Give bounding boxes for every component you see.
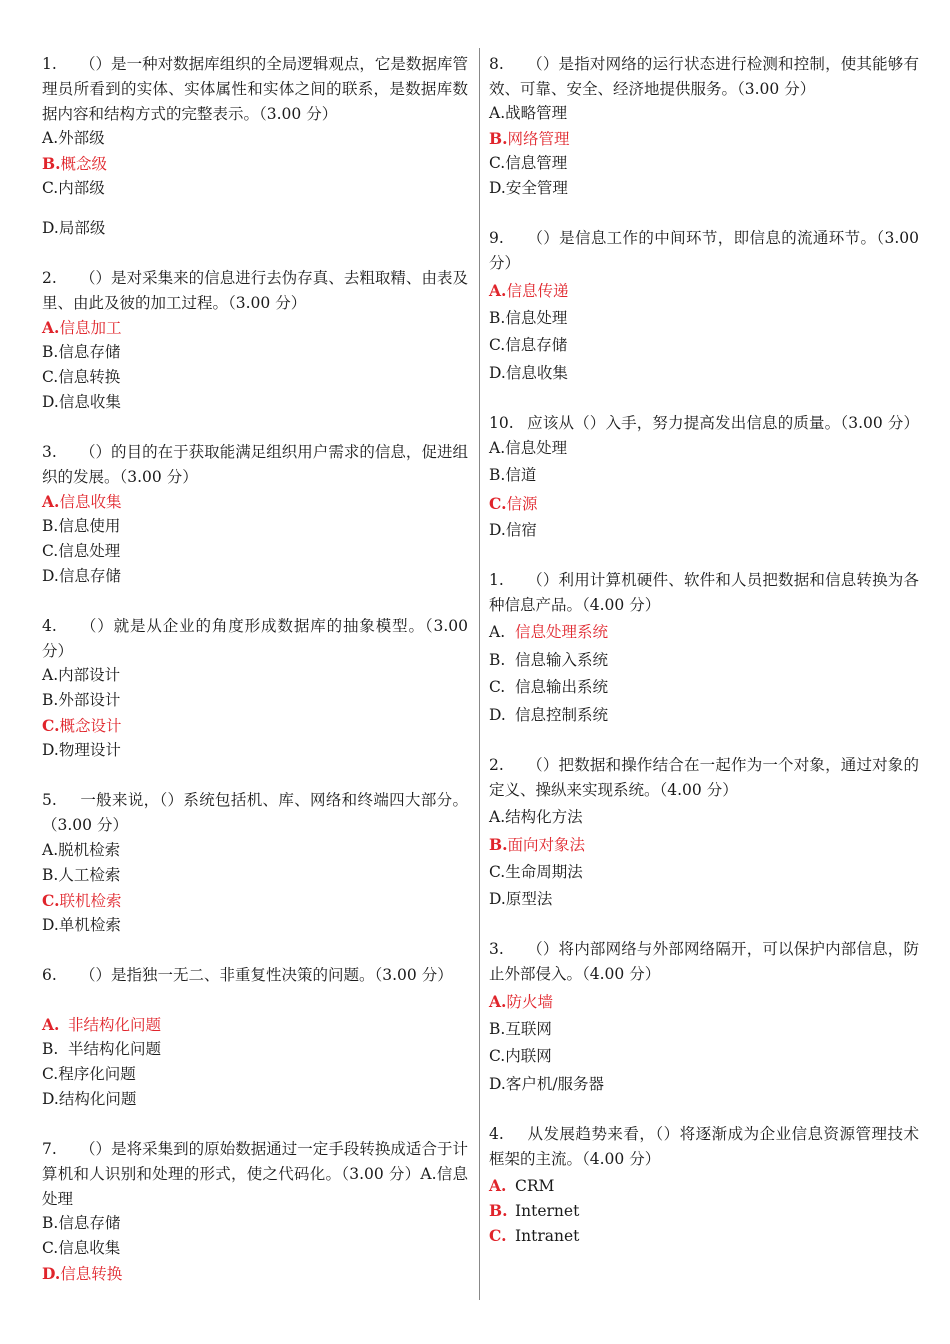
option-text: 信息加工	[59, 319, 122, 337]
option-text: 内部级	[58, 179, 105, 197]
answer-option	[42, 1087, 136, 1112]
question-text: （）把数据和操作结合在一起作为一个对象，通过对象的定义、操纵来实现系统。（4.00 分）	[489, 756, 919, 799]
option-text: 外部设计	[58, 691, 121, 709]
question-text: （）是对采集来的信息进行去伪存真、去粗取精、由表及里、由此及彼的加工过程。（3.00 分）	[42, 269, 468, 312]
option-letter: D.	[489, 1075, 506, 1093]
option-text: 物理设计	[58, 741, 121, 759]
answer-option	[42, 176, 105, 201]
question-text: （）利用计算机硬件、软件和人员把数据和信息转换为各种信息产品。（4.00 分）	[489, 571, 919, 614]
answer-option-correct	[42, 713, 121, 738]
question-left-4	[42, 614, 468, 664]
answer-option	[489, 675, 608, 700]
option-text: 信宿	[505, 521, 537, 539]
option-text: 客户机/服务器	[505, 1075, 605, 1093]
option-text: 程序化问题	[58, 1065, 136, 1083]
question-number: 9.	[489, 229, 504, 247]
question-number: 2.	[489, 756, 504, 774]
question-number: 4.	[489, 1125, 504, 1143]
option-letter: B.	[489, 1201, 508, 1220]
option-text: 信息收集	[58, 1239, 121, 1257]
option-text: 非结构化问题	[68, 1016, 162, 1034]
option-text: 信息收集	[59, 493, 122, 511]
answer-option-correct	[42, 1012, 161, 1037]
answer-option	[42, 1037, 161, 1062]
question-text: （）是一种对数据库组织的全局逻辑观点，它是数据库管理员所看到的实体、实体属性和实体之间的联系，是数据库数据内容和结构方式的完整表示。（3.00 分）	[42, 55, 468, 123]
option-letter: D.	[42, 1090, 59, 1108]
option-text: 生命周期法	[505, 863, 583, 881]
option-letter: C.	[489, 154, 506, 172]
option-letter: A.	[42, 841, 59, 859]
option-text: 信息收集	[505, 364, 568, 382]
option-letter: C.	[42, 542, 59, 560]
question-stem	[489, 753, 919, 803]
answer-option	[489, 463, 536, 488]
option-text: 信息处理系统	[515, 623, 609, 641]
question-left-3	[42, 440, 468, 490]
question-left-6	[42, 963, 468, 988]
option-text: 概念设计	[59, 717, 122, 735]
question-stem	[489, 226, 919, 276]
option-text: 结构化问题	[58, 1090, 137, 1108]
option-letter: D.	[489, 706, 506, 724]
option-text: 信息管理	[505, 154, 568, 172]
option-text: 信道	[505, 466, 537, 484]
question-number: 6.	[42, 966, 57, 984]
question-right-4	[489, 568, 919, 618]
option-text: 战略管理	[505, 104, 568, 122]
question-left-1	[42, 52, 468, 127]
question-text: 一般来说，（）系统包括机、库、网络和终端四大部分。（3.00 分）	[42, 791, 468, 834]
option-text: 信息输出系统	[515, 678, 609, 696]
option-letter: D.	[42, 393, 59, 411]
answer-option	[489, 333, 567, 358]
option-text: 脱机检索	[58, 841, 121, 859]
answer-option	[489, 860, 583, 885]
option-text: Internet	[515, 1202, 580, 1220]
option-letter: A.	[42, 492, 60, 511]
answer-option-correct	[489, 1173, 554, 1198]
option-text: 外部级	[58, 129, 105, 147]
option-text: 人工检索	[58, 866, 121, 884]
option-text: 信息传递	[506, 282, 569, 300]
question-number: 3.	[489, 940, 504, 958]
answer-option	[489, 518, 537, 543]
question-text: 应该从（）入手，努力提高发出信息的质量。（3.00 分）A.信息处理	[489, 414, 919, 457]
option-text: 信息使用	[58, 517, 121, 535]
answer-option-correct	[489, 126, 570, 151]
option-text: 信息输入系统	[515, 651, 609, 669]
question-left-7	[42, 1137, 468, 1212]
option-letter: C.	[42, 891, 60, 910]
option-text: 内联网	[505, 1047, 552, 1065]
question-number: 5.	[42, 791, 57, 809]
question-text: （）就是从企业的角度形成数据库的抽象模型。（3.00 分）	[42, 617, 468, 660]
option-text: 信息存储	[58, 1214, 121, 1232]
column-divider	[479, 48, 480, 1300]
option-letter: B.	[489, 129, 508, 148]
option-letter: B.	[42, 343, 59, 361]
option-text: Intranet	[515, 1227, 580, 1245]
question-number: 1.	[489, 571, 504, 589]
question-stem	[489, 411, 919, 461]
answer-option	[489, 1072, 604, 1097]
option-text: 概念级	[60, 155, 108, 173]
option-text: 信息存储	[58, 567, 121, 585]
question-number: 1.	[42, 55, 57, 73]
option-letter: B.	[42, 866, 59, 884]
option-letter: A.	[489, 104, 506, 122]
question-stem	[42, 614, 468, 664]
option-letter: B.	[42, 517, 59, 535]
answer-option-correct	[489, 1223, 579, 1248]
answer-option	[42, 738, 121, 763]
answer-option	[42, 1062, 136, 1087]
answer-option-correct	[489, 620, 608, 645]
option-letter: C.	[489, 494, 507, 513]
answer-option-correct	[42, 151, 107, 176]
option-letter: A.	[489, 808, 506, 826]
answer-option	[42, 663, 120, 688]
option-letter: A.	[42, 129, 59, 147]
option-text: 信息处理	[58, 542, 121, 560]
option-letter: A.	[489, 992, 507, 1011]
option-letter: C.	[42, 368, 59, 386]
option-letter: A.	[42, 318, 60, 337]
question-stem	[42, 266, 468, 316]
answer-option-correct	[489, 989, 553, 1014]
option-text: 单机检索	[58, 916, 121, 934]
option-letter: A.	[42, 666, 59, 684]
question-right-3	[489, 411, 919, 461]
answer-option	[489, 805, 583, 830]
answer-option	[42, 838, 120, 863]
answer-option	[489, 361, 568, 386]
option-letter: B.	[489, 1020, 506, 1038]
question-text: （）的目的在于获取能满足组织用户需求的信息，促进组织的发展。（3.00 分）	[42, 443, 468, 486]
option-letter: C.	[42, 1065, 59, 1083]
option-text: 半结构化问题	[68, 1040, 162, 1058]
option-letter: A.	[489, 1176, 507, 1195]
answer-option	[489, 151, 567, 176]
question-left-5	[42, 788, 468, 838]
option-letter: D.	[489, 890, 506, 908]
option-text: CRM	[515, 1177, 555, 1195]
option-text: 结构化方法	[505, 808, 583, 826]
option-letter: B.	[42, 1040, 59, 1058]
question-text: （）将内部网络与外部网络隔开，可以保护内部信息，防止外部侵入。（4.00 分）	[489, 940, 919, 983]
option-letter: C.	[489, 863, 506, 881]
answer-option	[42, 216, 105, 241]
option-text: 联机检索	[59, 892, 122, 910]
answer-option	[489, 703, 608, 728]
option-letter: A.	[489, 281, 507, 300]
option-letter: D.	[42, 567, 59, 585]
answer-option	[42, 863, 120, 888]
option-letter: C.	[42, 179, 59, 197]
question-right-2	[489, 226, 919, 276]
question-number: 2.	[42, 269, 57, 287]
option-text: 信源	[506, 495, 538, 513]
option-letter: B.	[489, 466, 506, 484]
answer-option	[489, 176, 568, 201]
option-letter: B.	[42, 1214, 59, 1232]
answer-option-correct	[489, 1198, 579, 1223]
answer-option	[42, 365, 120, 390]
option-letter: D.	[42, 916, 59, 934]
option-text: 安全管理	[505, 179, 568, 197]
option-text: 信息控制系统	[515, 706, 609, 724]
answer-option	[489, 1044, 552, 1069]
option-text: 网络管理	[507, 130, 570, 148]
answer-option	[42, 1211, 120, 1236]
question-right-1	[489, 52, 919, 102]
answer-option-correct	[489, 278, 568, 303]
answer-option-correct	[42, 1261, 122, 1286]
answer-option	[42, 340, 120, 365]
option-text: 信息转换	[60, 1265, 123, 1283]
question-number: 10.	[489, 414, 514, 432]
option-letter: D.	[42, 1264, 61, 1283]
question-text: （）是信息工作的中间环节，即信息的流通环节。（3.00 分）	[489, 229, 919, 272]
question-text: （）是将采集到的原始数据通过一定手段转换成适合于计算机和人识别和处理的形式，使之代码化。（3.00 分）A.信息处理	[42, 1140, 468, 1208]
option-text: 局部级	[58, 219, 106, 237]
option-text: 防火墙	[506, 993, 553, 1011]
option-text: 面向对象法	[507, 836, 586, 854]
answer-option	[42, 1236, 120, 1261]
question-stem	[42, 52, 468, 127]
question-text: （）是指独一无二、非重复性决策的问题。（3.00 分）	[80, 966, 453, 984]
option-letter: B.	[489, 309, 506, 327]
question-right-7	[489, 1122, 919, 1172]
option-text: 内部设计	[58, 666, 121, 684]
option-letter: C.	[489, 1047, 506, 1065]
option-letter: A.	[42, 1015, 60, 1034]
question-number: 4.	[42, 617, 57, 635]
option-text: 原型法	[505, 890, 553, 908]
option-letter: B.	[42, 691, 59, 709]
answer-option	[489, 648, 608, 673]
question-text: 从发展趋势来看，（）将逐渐成为企业信息资源管理技术框架的主流。（4.00 分）	[489, 1125, 919, 1168]
answer-option	[489, 306, 567, 331]
option-letter: D.	[489, 364, 506, 382]
option-letter: C.	[489, 678, 506, 696]
question-stem	[489, 52, 919, 102]
answer-option	[42, 390, 121, 415]
question-stem	[42, 788, 468, 838]
answer-option-correct	[42, 489, 121, 514]
option-text: 信息存储	[505, 336, 568, 354]
option-text: 信息收集	[58, 393, 121, 411]
answer-option-correct	[489, 832, 585, 857]
option-text: 信息转换	[58, 368, 121, 386]
question-right-6	[489, 937, 919, 987]
answer-option	[42, 564, 121, 589]
option-letter: C.	[42, 716, 60, 735]
option-text: 信息处理	[505, 309, 568, 327]
option-letter: C.	[489, 336, 506, 354]
answer-option	[489, 1017, 552, 1042]
question-stem	[489, 937, 919, 987]
option-text: 互联网	[505, 1020, 552, 1038]
answer-option	[489, 887, 552, 912]
answer-option	[489, 101, 567, 126]
answer-option	[42, 913, 121, 938]
answer-option-correct	[489, 491, 537, 516]
option-letter: B.	[42, 154, 61, 173]
option-letter: D.	[42, 219, 59, 237]
answer-option	[42, 126, 105, 151]
question-left-2	[42, 266, 468, 316]
answer-option-correct	[42, 315, 121, 340]
question-stem	[42, 963, 468, 988]
answer-option-correct	[42, 888, 121, 913]
answer-option	[42, 688, 120, 713]
answer-option	[42, 514, 120, 539]
option-letter: C.	[42, 1239, 59, 1257]
option-letter: C.	[489, 1226, 507, 1245]
question-stem	[42, 1137, 468, 1212]
answer-option	[42, 539, 120, 564]
question-stem	[489, 1122, 919, 1172]
option-letter: D.	[489, 179, 506, 197]
question-stem	[489, 568, 919, 618]
option-letter: B.	[489, 651, 506, 669]
question-text: （）是指对网络的运行状态进行检测和控制，使其能够有效、可靠、安全、经济地提供服务。（3.00 分）	[489, 55, 919, 98]
question-stem	[42, 440, 468, 490]
option-text: 信息存储	[58, 343, 121, 361]
option-letter: B.	[489, 835, 508, 854]
option-letter: D.	[489, 521, 506, 539]
question-number: 8.	[489, 55, 504, 73]
option-letter: A.	[489, 623, 506, 641]
question-number: 7.	[42, 1140, 57, 1158]
option-letter: D.	[42, 741, 59, 759]
question-right-5	[489, 753, 919, 803]
question-number: 3.	[42, 443, 57, 461]
